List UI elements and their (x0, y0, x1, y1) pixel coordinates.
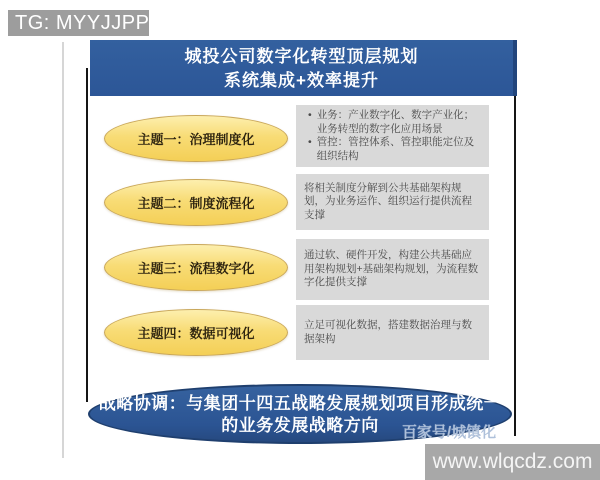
diagram-left-border-line (86, 68, 88, 402)
image-left-edge-line (62, 42, 64, 458)
theme-1-bullet-item (304, 109, 481, 136)
theme-3-ellipse (104, 244, 288, 291)
theme-4-description-box (296, 305, 489, 360)
theme-1-description-box (296, 105, 489, 167)
diagram-title-line2: 系统集成+效率提升 (224, 71, 379, 90)
baijiahao-source-watermark: 百家号/城镇化 (402, 424, 497, 441)
bullet-dot-icon: • (308, 136, 312, 148)
theme-2-ellipse (104, 179, 288, 226)
strategy-alignment-line1: 战略协调：与集团十四五战略发展规划项目形成统一 (98, 394, 502, 413)
theme-3-description-text: 通过软、硬件开发，构建公共基础应用架构规划+基础架构规划，为流程数字化提供支撑 (304, 249, 479, 289)
theme-4-description-text: 立足可视化数据，搭建数据治理与数据架构 (304, 319, 472, 345)
theme-2-label: 主题二：制度流程化 (137, 196, 255, 211)
theme-2-description-text: 将相关制度分解到公共基础架构规划，为业务运作、组织运行提供流程支撑 (304, 181, 472, 221)
tg-watermark-badge: TG: MYYJJPP (8, 10, 149, 36)
theme-1-bullet-item (304, 136, 481, 163)
strategy-alignment-line2: 的业务发展战略方向 (221, 416, 379, 435)
bullet-dot-icon: • (308, 109, 312, 121)
site-url-watermark: www.wlqcdz.com (425, 444, 600, 480)
diagram-right-border-line (514, 95, 516, 436)
theme-4-label: 主题四：数据可视化 (137, 326, 255, 341)
diagram-title-line1: 城投公司数字化转型顶层规划 (184, 47, 419, 66)
theme-1-bullet-2-text: 管控：管控体系、管控职能定位及组织结构 (316, 136, 475, 162)
theme-4-ellipse (104, 309, 288, 356)
theme-1-bullet-1-text: 业务：产业数字化、数字产业化；业务转型的数字化应用场景 (316, 109, 475, 135)
theme-1-ellipse (104, 115, 288, 162)
diagram-title-banner (90, 40, 517, 96)
theme-3-description-box (296, 239, 489, 300)
theme-2-description-box (296, 174, 489, 230)
theme-3-label: 主题三：流程数字化 (137, 261, 255, 276)
theme-1-label: 主题一：治理制度化 (137, 132, 255, 147)
